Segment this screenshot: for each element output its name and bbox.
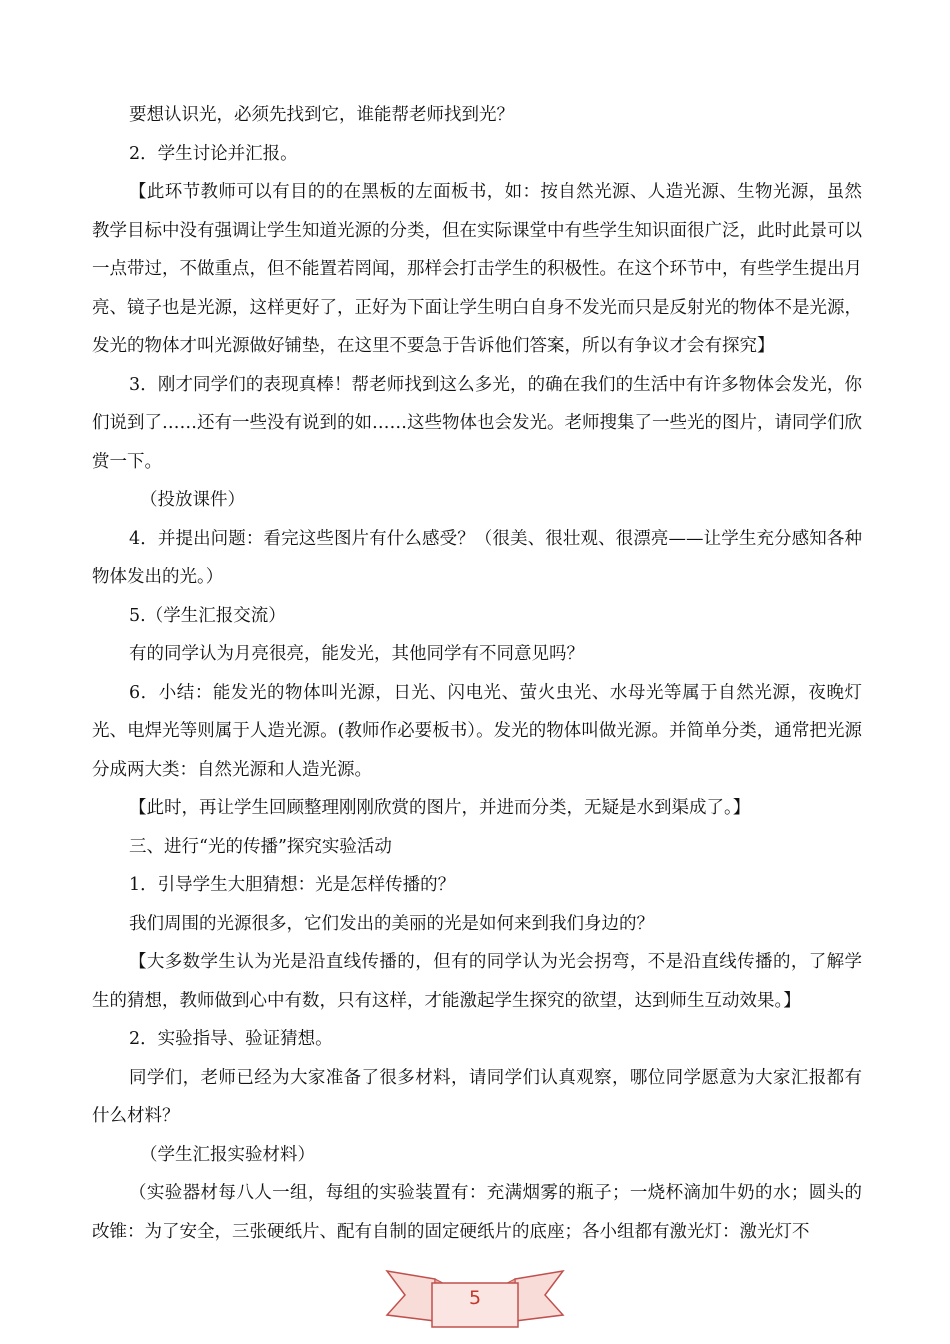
paragraph: （投放课件） (140, 490, 245, 510)
paragraph: 3．刚才同学们的表现真棒！帮老师找到这么多光，的确在我们的生活中有许多物体会发光，你们说到了……还有一些没有说到的如……这些物体也会发光。老师搜集了一些光的图片，请同学们欣赏一下。 (92, 374, 862, 472)
paragraph: 【大多数学生认为光是沿直线传播的，但有的同学认为光会拐弯，不是沿直线传播的，了解学生的猜想，教师做到心中有数，只有这样，才能激起学生探究的欲望，达到师生互动效果。】 (92, 952, 862, 1011)
paragraph: 有的同学认为月亮很亮，能发光，其他同学有不同意见吗？ (129, 644, 584, 664)
paragraph: 【此环节教师可以有目的的在黑板的左面板书，如：按自然光源、人造光源、生物光源，虽然教学目标中没有强调让学生知道光源的分类，但在实际课堂中有些学生知识面很广泛，此时此景可以一点带过，不做重点，但不能置若罔闻，那样会打击学生的积极性。在这个环节中，有些学生提出月亮、镜子也是光源，这样更好了，正好为下面让学生明白自身不发光而只是反射光的物体不是光源，发光的物体才叫光源做好铺垫，在这里不要急于告诉他们答案，所以有争议才会有探究】 (92, 182, 862, 356)
paragraph: 5.（学生汇报交流） (129, 605, 286, 626)
paragraph: 【此时，再让学生回顾整理刚刚欣赏的图片，并进而分类，无疑是水到渠成了。】 (129, 798, 751, 818)
paragraph: 1．引导学生大胆猜想：光是怎样传播的？ (129, 875, 456, 895)
paragraph: 4．并提出问题：看完这些图片有什么感受？（很美、很壮观、很漂亮——让学生充分感知各种物体发出的光。） (92, 528, 862, 587)
document-body (92, 96, 862, 1251)
paragraph: （学生汇报实验材料） (140, 1144, 315, 1165)
paragraph: 同学们，老师已经为大家准备了很多材料，请同学们认真观察，哪位同学愿意为大家汇报都有什么材料？ (92, 1067, 862, 1126)
paragraph: 我们周围的光源很多，它们发出的美丽的光是如何来到我们身边的？ (129, 913, 654, 934)
page-number: 5 (468, 1287, 482, 1309)
paragraph: 2．学生讨论并汇报。 (129, 143, 298, 164)
paragraph: 6．小结：能发光的物体叫光源，日光、闪电光、萤火虫光、水母光等属于自然光源，夜晚灯光、电焊光等则属于人造光源。(教师作必要板书）。发光的物体叫做光源。并简单分类，通常把光源分成两大类：自然光源和人造光源。 (92, 682, 862, 780)
paragraph: （实验器材每八人一组，每组的实验装置有：充满烟雾的瓶子；一烧杯滴加牛奶的水；圆头的改锥：为了安全，三张硬纸片、配有自制的固定硬纸片的底座；各小组都有激光灯：激光灯不 (92, 1183, 862, 1242)
paragraph: 2．实验指导、验证猜想。 (129, 1029, 333, 1049)
paragraph: 要想认识光，必须先找到它，谁能帮老师找到光？ (129, 105, 514, 125)
section-heading: 三、进行“光的传播”探究实验活动 (129, 836, 392, 857)
page-footer (0, 1265, 950, 1335)
